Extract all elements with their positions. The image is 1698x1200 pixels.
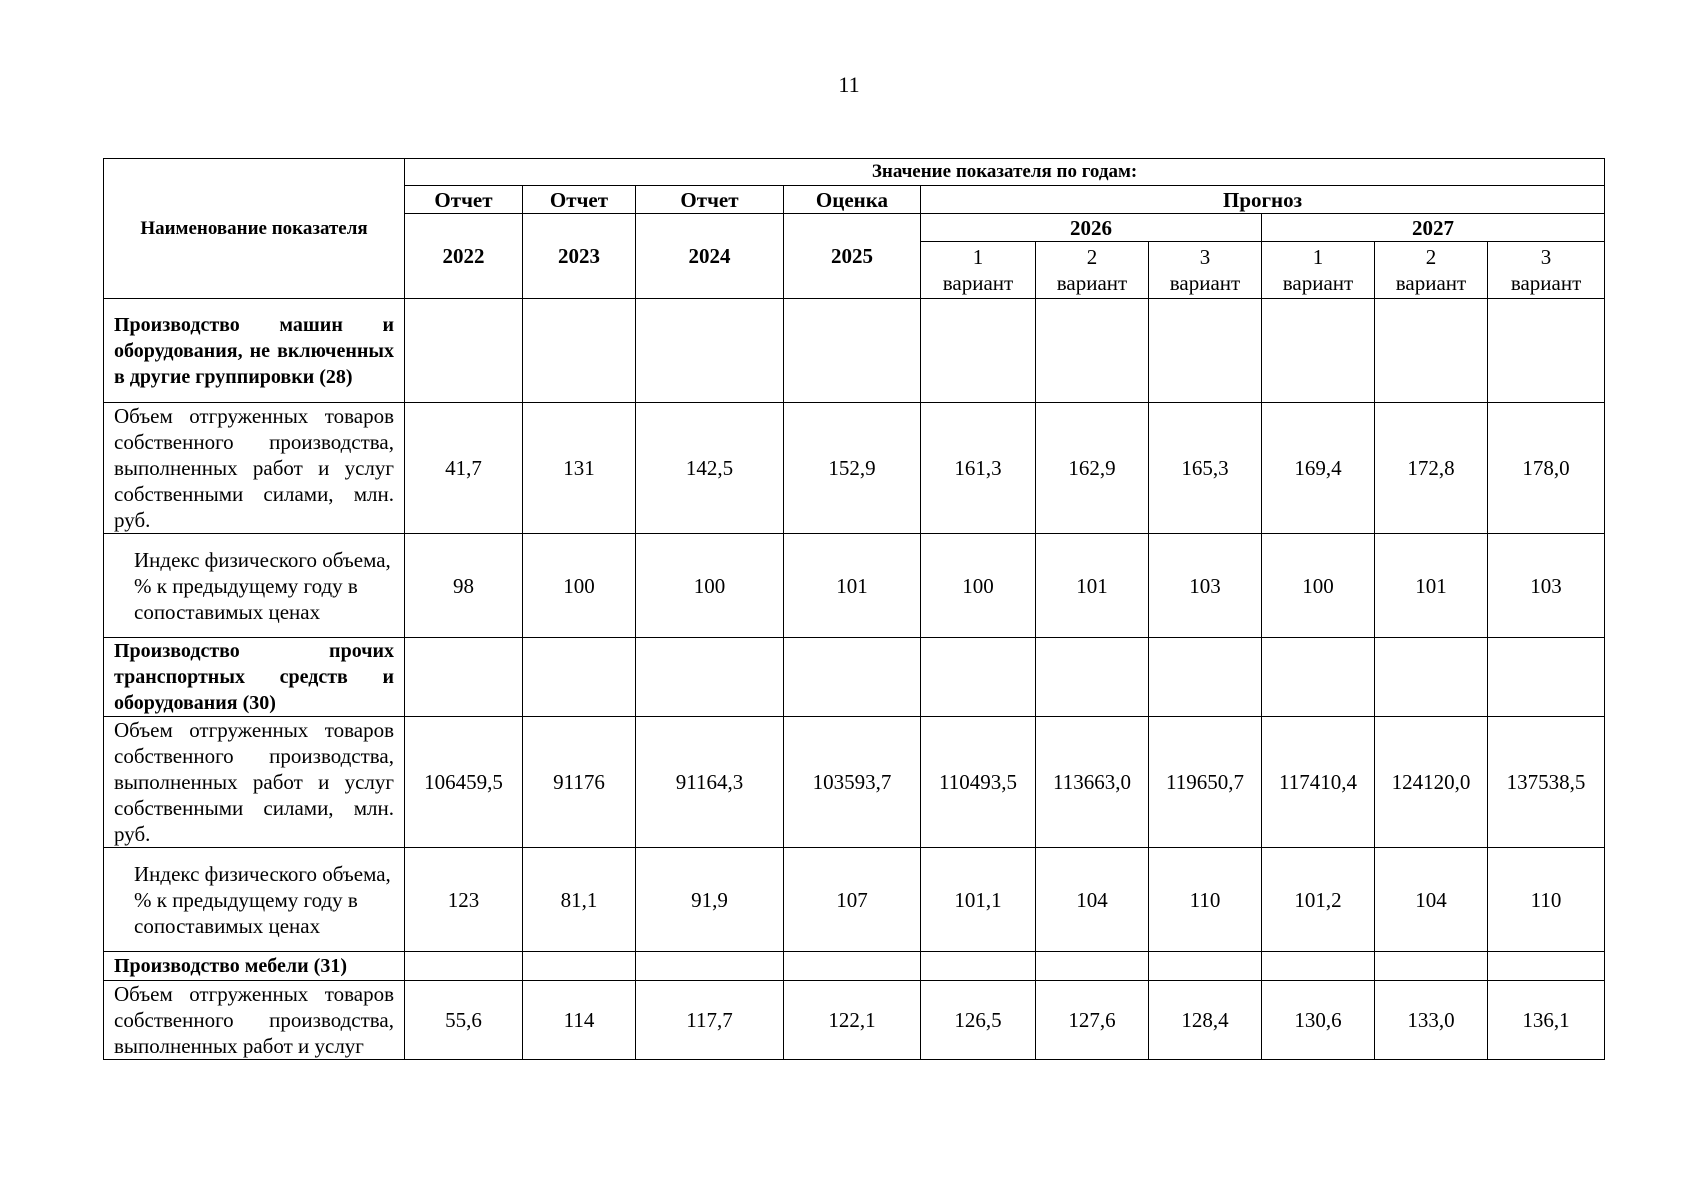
table-cell: 113663,0 <box>1036 717 1149 848</box>
variant-header <box>921 242 1036 299</box>
variant-word: вариант <box>1510 271 1582 295</box>
report-header: Отчет <box>636 186 784 214</box>
section-label: Производство мебели (31) <box>104 952 405 981</box>
indicator-name-header: Наименование показателя <box>104 159 405 299</box>
table-cell: 101 <box>1375 534 1488 638</box>
forecast-header: Прогноз <box>921 186 1605 214</box>
year-header: 2022 <box>405 214 523 299</box>
table-cell <box>523 299 636 403</box>
row-label: Объем отгруженных товаров собственного производства, выполненных работ и услуг собственными силами, млн. руб. <box>104 403 405 534</box>
table-cell <box>636 952 784 981</box>
variant-number: 2 <box>1086 245 1098 269</box>
table-row <box>104 534 1605 638</box>
table-body <box>104 299 1605 1060</box>
table-cell: 103593,7 <box>784 717 921 848</box>
table-cell: 110 <box>1149 848 1262 952</box>
page-number: 11 <box>838 72 860 97</box>
table-cell: 91176 <box>523 717 636 848</box>
table-cell: 117410,4 <box>1262 717 1375 848</box>
table-cell <box>784 638 921 717</box>
table-cell <box>921 638 1036 717</box>
variant-word: вариант <box>1056 271 1128 295</box>
table-cell <box>1149 952 1262 981</box>
table-cell: 114 <box>523 981 636 1060</box>
table-cell <box>1488 638 1605 717</box>
year-header: 2025 <box>784 214 921 299</box>
table-cell: 91164,3 <box>636 717 784 848</box>
row-label: Индекс физического объема, % к предыдущему году в сопоставимых ценах <box>104 848 405 952</box>
table-cell <box>1262 299 1375 403</box>
section-label: Производство машин и оборудования, не включенных в другие группировки (28) <box>104 299 405 403</box>
variant-number: 3 <box>1540 245 1552 269</box>
variant-header <box>1375 242 1488 299</box>
table-cell: 133,0 <box>1375 981 1488 1060</box>
table-cell: 136,1 <box>1488 981 1605 1060</box>
variant-header <box>1488 242 1605 299</box>
section-row <box>104 638 1605 717</box>
row-label: Объем отгруженных товаров собственного производства, выполненных работ и услуг собственными силами, млн. руб. <box>104 717 405 848</box>
row-label: Индекс физического объема, % к предыдущему году в сопоставимых ценах <box>104 534 405 638</box>
table-cell <box>636 299 784 403</box>
table-cell <box>405 952 523 981</box>
table-cell: 100 <box>636 534 784 638</box>
values-by-year-header: Значение показателя по годам: <box>405 159 1605 186</box>
table-header <box>104 159 1605 299</box>
table-cell: 41,7 <box>405 403 523 534</box>
variant-header <box>1149 242 1262 299</box>
table-cell <box>1375 638 1488 717</box>
table-cell: 130,6 <box>1262 981 1375 1060</box>
table-cell: 100 <box>523 534 636 638</box>
variant-word: вариант <box>1282 271 1354 295</box>
table-cell: 91,9 <box>636 848 784 952</box>
table-cell: 119650,7 <box>1149 717 1262 848</box>
table-cell <box>1375 299 1488 403</box>
section-label: Производство прочих транспортных средств и оборудования (30) <box>104 638 405 717</box>
forecast-year-header: 2026 <box>921 214 1262 242</box>
table-cell <box>523 638 636 717</box>
table-cell: 126,5 <box>921 981 1036 1060</box>
table-cell: 142,5 <box>636 403 784 534</box>
variant-number: 1 <box>1312 245 1324 269</box>
variant-number: 2 <box>1425 245 1437 269</box>
table-cell <box>1036 952 1149 981</box>
variant-word: вариант <box>942 271 1014 295</box>
table-cell <box>1488 952 1605 981</box>
table-cell <box>1149 299 1262 403</box>
table-cell: 98 <box>405 534 523 638</box>
table-cell: 122,1 <box>784 981 921 1060</box>
table-row <box>104 981 1605 1060</box>
table-row <box>104 403 1605 534</box>
table-cell: 106459,5 <box>405 717 523 848</box>
table-cell: 162,9 <box>1036 403 1149 534</box>
variant-word: вариант <box>1169 271 1241 295</box>
table-cell: 110493,5 <box>921 717 1036 848</box>
table-cell: 137538,5 <box>1488 717 1605 848</box>
table-cell: 100 <box>1262 534 1375 638</box>
table-cell: 104 <box>1036 848 1149 952</box>
variant-header <box>1036 242 1149 299</box>
year-header: 2024 <box>636 214 784 299</box>
table-cell <box>1375 952 1488 981</box>
table-cell: 101 <box>1036 534 1149 638</box>
table-cell: 107 <box>784 848 921 952</box>
row-label: Объем отгруженных товаров собственного производства, выполненных работ и услуг <box>104 981 405 1060</box>
table-cell: 169,4 <box>1262 403 1375 534</box>
table-cell: 110 <box>1488 848 1605 952</box>
table-row <box>104 848 1605 952</box>
table-cell: 131 <box>523 403 636 534</box>
report-header: Отчет <box>405 186 523 214</box>
table-cell: 101,1 <box>921 848 1036 952</box>
variant-number: 1 <box>972 245 984 269</box>
year-header: 2023 <box>523 214 636 299</box>
table-cell: 123 <box>405 848 523 952</box>
table-cell <box>1488 299 1605 403</box>
table-cell: 127,6 <box>1036 981 1149 1060</box>
table-cell <box>921 299 1036 403</box>
estimate-header: Оценка <box>784 186 921 214</box>
table-cell <box>784 952 921 981</box>
section-row <box>104 299 1605 403</box>
table-cell: 161,3 <box>921 403 1036 534</box>
table-cell <box>523 952 636 981</box>
table-cell: 101,2 <box>1262 848 1375 952</box>
table-cell: 55,6 <box>405 981 523 1060</box>
table-cell <box>405 638 523 717</box>
table-cell: 103 <box>1149 534 1262 638</box>
table-cell: 100 <box>921 534 1036 638</box>
table-cell: 178,0 <box>1488 403 1605 534</box>
variant-header <box>1262 242 1375 299</box>
table-cell: 104 <box>1375 848 1488 952</box>
table-cell: 81,1 <box>523 848 636 952</box>
table-cell <box>784 299 921 403</box>
table-row <box>104 717 1605 848</box>
indicators-table <box>103 158 1605 1060</box>
table-cell: 103 <box>1488 534 1605 638</box>
table-cell <box>405 299 523 403</box>
table-cell <box>1036 638 1149 717</box>
table-cell: 124120,0 <box>1375 717 1488 848</box>
table-cell <box>636 638 784 717</box>
report-header: Отчет <box>523 186 636 214</box>
section-row <box>104 952 1605 981</box>
table-cell <box>1149 638 1262 717</box>
table-cell: 128,4 <box>1149 981 1262 1060</box>
table-cell: 172,8 <box>1375 403 1488 534</box>
variant-number: 3 <box>1199 245 1211 269</box>
variant-word: вариант <box>1395 271 1467 295</box>
table-cell: 165,3 <box>1149 403 1262 534</box>
forecast-year-header: 2027 <box>1262 214 1605 242</box>
table-cell: 101 <box>784 534 921 638</box>
table-cell <box>921 952 1036 981</box>
table-cell: 152,9 <box>784 403 921 534</box>
table-cell <box>1262 952 1375 981</box>
table-cell <box>1036 299 1149 403</box>
table-cell <box>1262 638 1375 717</box>
table-cell: 117,7 <box>636 981 784 1060</box>
